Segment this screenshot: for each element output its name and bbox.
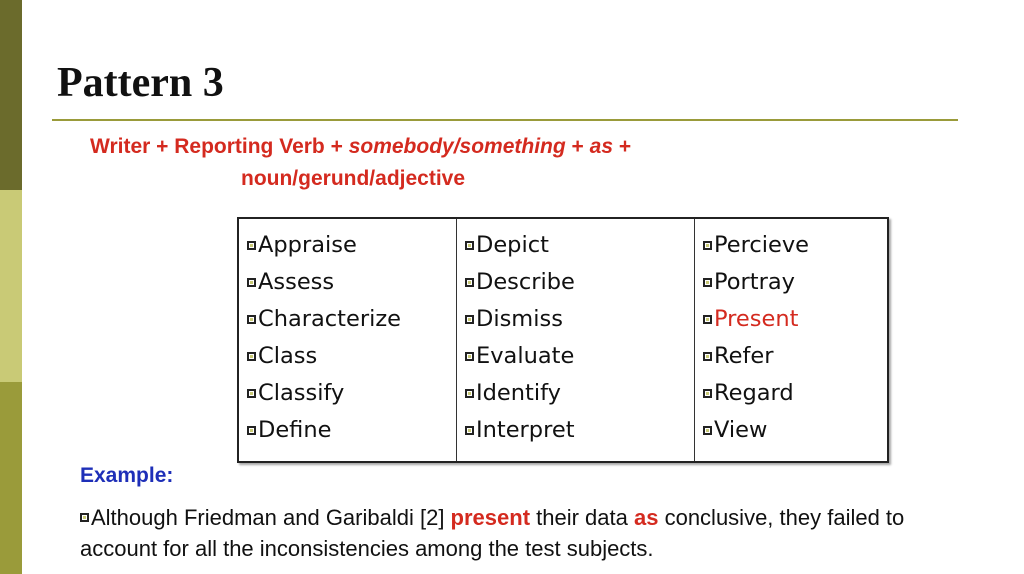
square-bullet-icon: [703, 389, 712, 398]
square-bullet-icon: [465, 241, 474, 250]
square-bullet-icon: [465, 315, 474, 324]
square-bullet-icon: [247, 389, 256, 398]
verb-label: Regard: [714, 380, 794, 406]
square-bullet-icon: [465, 352, 474, 361]
reporting-verbs-table: [237, 217, 889, 463]
verb-item: [703, 227, 881, 264]
square-bullet-icon: [247, 315, 256, 324]
example-as: as: [633, 505, 659, 530]
verb-item: [703, 264, 881, 301]
decor-band-middle: [0, 190, 22, 382]
example-part-3: their data: [530, 505, 634, 530]
verb-item: [247, 227, 450, 264]
verb-label: Present: [714, 306, 799, 332]
square-bullet-icon: [247, 352, 256, 361]
verb-item: [465, 375, 688, 412]
verb-label: Interpret: [476, 417, 575, 443]
verb-item: [247, 301, 450, 338]
formula-line-1: [90, 136, 631, 157]
verb-column-3: [695, 218, 889, 462]
formula-writer-verb: Writer + Reporting Verb +: [90, 135, 349, 158]
verb-item: [703, 412, 881, 449]
formula-line-2: noun/gerund/adjective: [241, 167, 466, 190]
verb-label: Assess: [258, 269, 335, 295]
verb-item: [247, 375, 450, 412]
example-part-1: Although Friedman and Garibaldi [2]: [91, 505, 451, 530]
formula-as: as: [589, 135, 614, 158]
verb-column-1: [238, 218, 457, 462]
verb-label: Appraise: [258, 232, 357, 258]
verb-item: [465, 412, 688, 449]
square-bullet-icon: [703, 241, 712, 250]
verb-label: Characterize: [258, 306, 401, 332]
example-part-5: conclusive, they failed to account for all the inconsistencies among the test subjects.: [80, 505, 905, 561]
formula-plus: +: [565, 135, 590, 158]
verb-item: [703, 338, 881, 375]
square-bullet-icon: [247, 426, 256, 435]
verb-item: [247, 338, 450, 375]
square-bullet-icon: [465, 426, 474, 435]
verb-item: [465, 264, 688, 301]
verb-label: Portray: [714, 269, 795, 295]
verb-item: [247, 412, 450, 449]
verb-item: [703, 375, 881, 412]
verb-label: Refer: [714, 343, 774, 369]
verb-label: Classify: [258, 380, 345, 406]
verb-label: Percieve: [714, 232, 809, 258]
verb-label: Define: [258, 417, 332, 443]
square-bullet-icon: [703, 352, 712, 361]
verb-column-2: [457, 218, 695, 462]
square-bullet-icon: [703, 315, 712, 324]
example-heading: Example:: [80, 464, 174, 487]
verb-label: Describe: [476, 269, 575, 295]
formula-plus-end: +: [613, 135, 632, 158]
verb-label: Depict: [476, 232, 549, 258]
verb-label: View: [714, 417, 768, 443]
example-verb-present: present: [450, 505, 531, 530]
verb-item: [465, 301, 688, 338]
decor-band-top: [0, 0, 22, 190]
square-bullet-icon: [80, 513, 89, 522]
title-underline: [52, 119, 958, 121]
verb-item: [703, 301, 881, 338]
square-bullet-icon: [703, 426, 712, 435]
square-bullet-icon: [465, 278, 474, 287]
formula-object: somebody/something: [348, 135, 566, 158]
verb-item: [465, 227, 688, 264]
verb-label: Identify: [476, 380, 561, 406]
decor-band-bottom: [0, 382, 22, 574]
verb-label: Evaluate: [476, 343, 575, 369]
verb-label: Class: [258, 343, 318, 369]
verb-item: [247, 264, 450, 301]
slide-title: Pattern 3: [57, 60, 224, 106]
verb-label: Dismiss: [476, 306, 563, 332]
square-bullet-icon: [465, 389, 474, 398]
verb-item: [465, 338, 688, 375]
square-bullet-icon: [247, 278, 256, 287]
example-sentence: [80, 502, 940, 564]
square-bullet-icon: [703, 278, 712, 287]
square-bullet-icon: [247, 241, 256, 250]
